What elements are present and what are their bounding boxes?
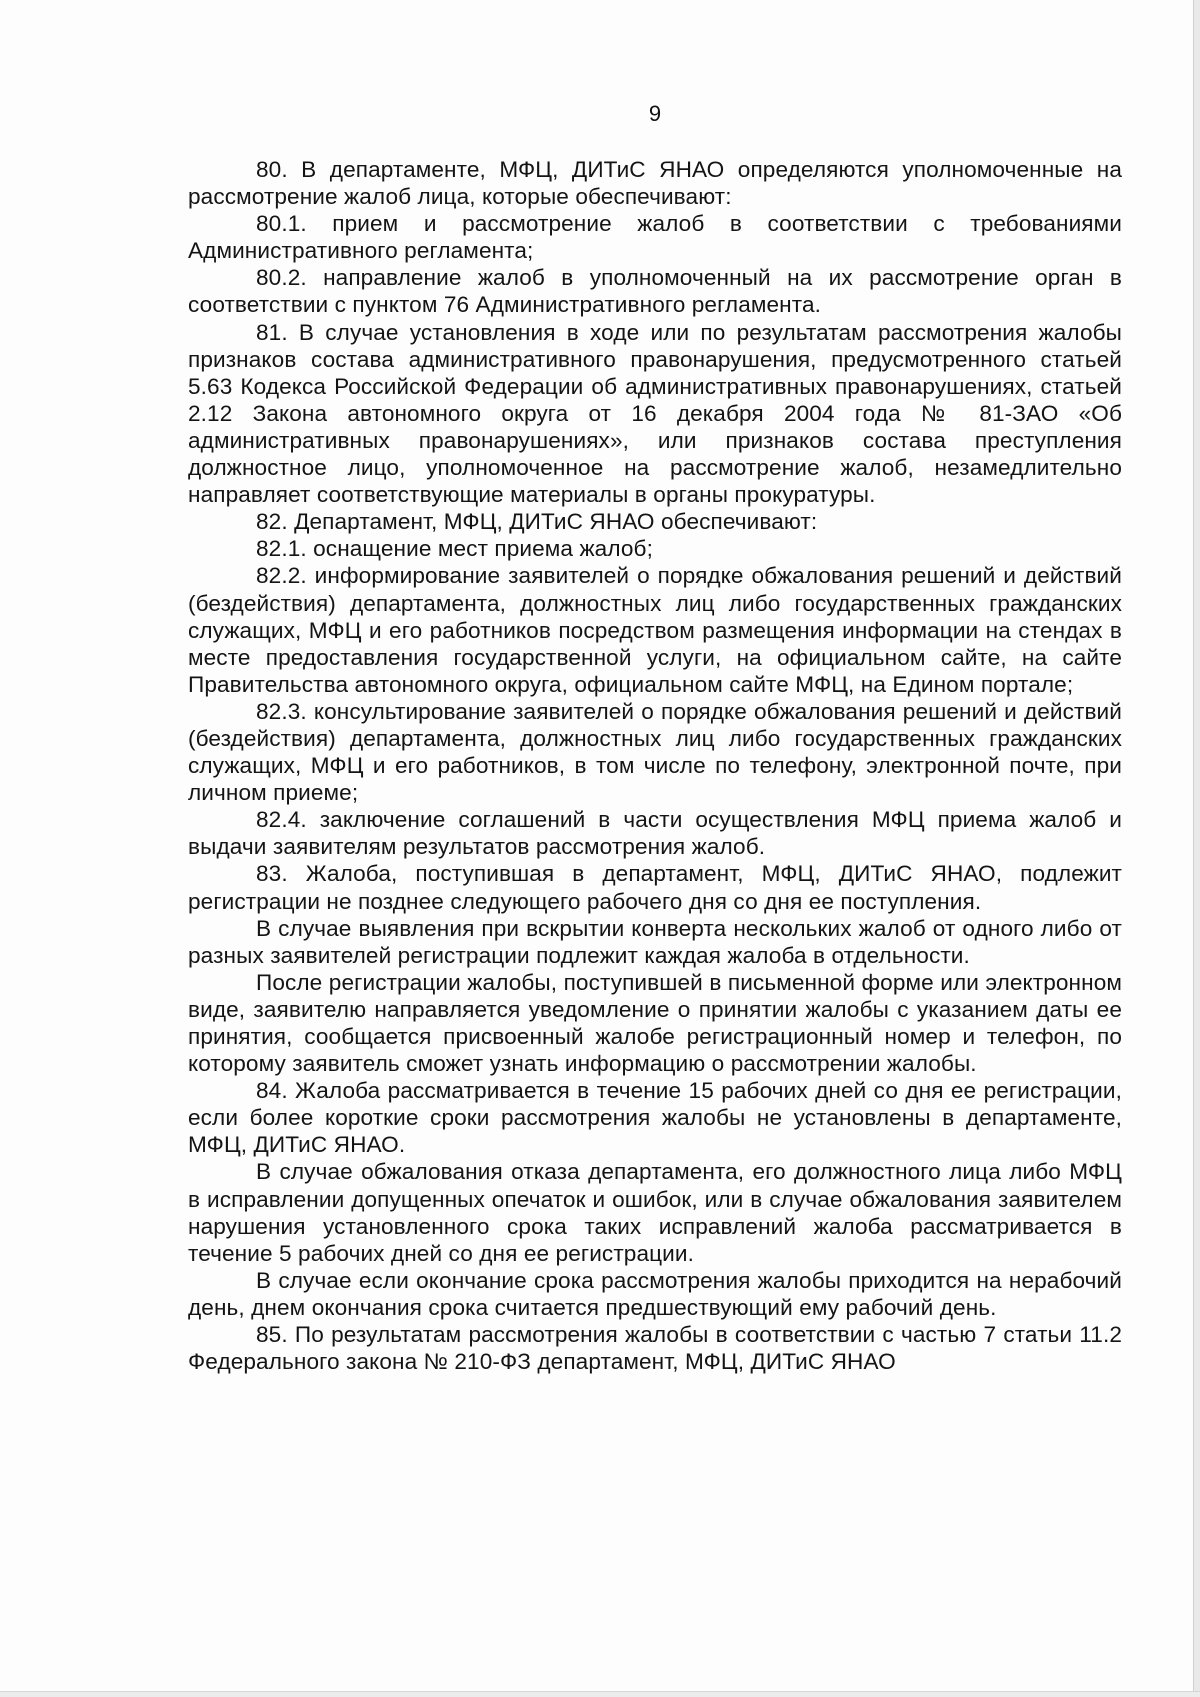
paragraph-85: 85. По результатам рассмотрения жалобы в соответствии с частью 7 статьи 11.2 Федерального закона № 210-ФЗ департамент, МФЦ, ДИТиС ЯНАО [188, 1322, 1122, 1375]
paragraph-82-2: 82.2. информирование заявителей о порядке обжалования решений и действий (бездействия) департамента, должностных лиц либо государственных гражданских служащих, МФЦ и его работников посредством размещения информации на стендах в месте предоставления государственной услуги, на официальном сайте, на сайте Правительства автономного округа, официальном сайте МФЦ, на Едином портале; [188, 563, 1122, 697]
paragraph-83: 83. Жалоба, поступившая в департамент, МФЦ, ДИТиС ЯНАО, подлежит регистрации не позднее следующего рабочего дня со дня ее поступления. [188, 861, 1122, 914]
paragraph-80-1: 80.1. прием и рассмотрение жалоб в соответствии с требованиями Административного регламента; [188, 211, 1122, 264]
paragraph-80-2: 80.2. направление жалоб в уполномоченный на их рассмотрение орган в соответствии с пунктом 76 Административного регламента. [188, 265, 1122, 318]
paragraph-83-notification: После регистрации жалобы, поступившей в письменной форме или электронном виде, заявителю направляется уведомление о принятии жалобы с указанием даты ее принятия, сообщается присвоенный жалобе регистрационный номер и телефон, по которому заявитель сможет узнать информацию о рассмотрении жалобы. [188, 969, 1122, 1077]
paragraph-84-corrections: В случае обжалования отказа департамента, его должностного лица либо МФЦ в исправлении допущенных опечаток и ошибок, или в случае обжалования заявителем нарушения установленного срока таких исправлений жалоба рассматривается в течение 5 рабочих дней со дня ее регистрации. [188, 1159, 1122, 1266]
page-edge-bottom [0, 1691, 1200, 1697]
paragraph-80: 80. В департаменте, МФЦ, ДИТиС ЯНАО определяются уполномоченные на рассмотрение жалоб лица, которые обеспечивают: [188, 157, 1122, 210]
paragraph-83-envelope: В случае выявления при вскрытии конверта нескольких жалоб от одного либо от разных заявителей регистрации подлежит каждая жалоба в отдельности. [188, 915, 1122, 968]
page-number: 9 [648, 101, 662, 126]
paragraph-82-3: 82.3. консультирование заявителей о порядке обжалования решений и действий (бездействия) департамента, должностных лиц либо государственных гражданских служащих, МФЦ и его работников, в том числе по телефону, электронной почте, при личном приеме; [188, 698, 1122, 806]
paragraph-84: 84. Жалоба рассматривается в течение 15 рабочих дней со дня ее регистрации, если более короткие сроки рассмотрения жалобы не установлены в департаменте, МФЦ, ДИТиС ЯНАО. [188, 1078, 1122, 1158]
paragraph-82: 82. Департамент, МФЦ, ДИТиС ЯНАО обеспечивают: [256, 509, 818, 535]
paragraph-84-nonworking-day: В случае если окончание срока рассмотрения жалобы приходится на нерабочий день, днем окончания срока считается предшествующий ему рабочий день. [188, 1267, 1122, 1320]
paragraph-82-4: 82.4. заключение соглашений в части осуществления МФЦ приема жалоб и выдачи заявителям результатов рассмотрения жалоб. [188, 807, 1122, 860]
paragraph-81: 81. В случае установления в ходе или по результатам рассмотрения жалобы признаков состава административного правонарушения, предусмотренного статьей 5.63 Кодекса Российской Федерации об административных правонарушениях, статьей 2.12 Закона автономного округа от 16 декабря 2004 года № 81-ЗАО «Об административных правонарушениях», или признаков состава преступления должностное лицо, уполномоченное на рассмотрение жалоб, незамедлительно направляет соответствующие материалы в органы прокуратуры. [188, 319, 1122, 508]
paragraph-82-1: 82.1. оснащение мест приема жалоб; [256, 536, 653, 562]
page-edge-right [1193, 0, 1200, 1697]
document-body [188, 156, 1122, 1375]
